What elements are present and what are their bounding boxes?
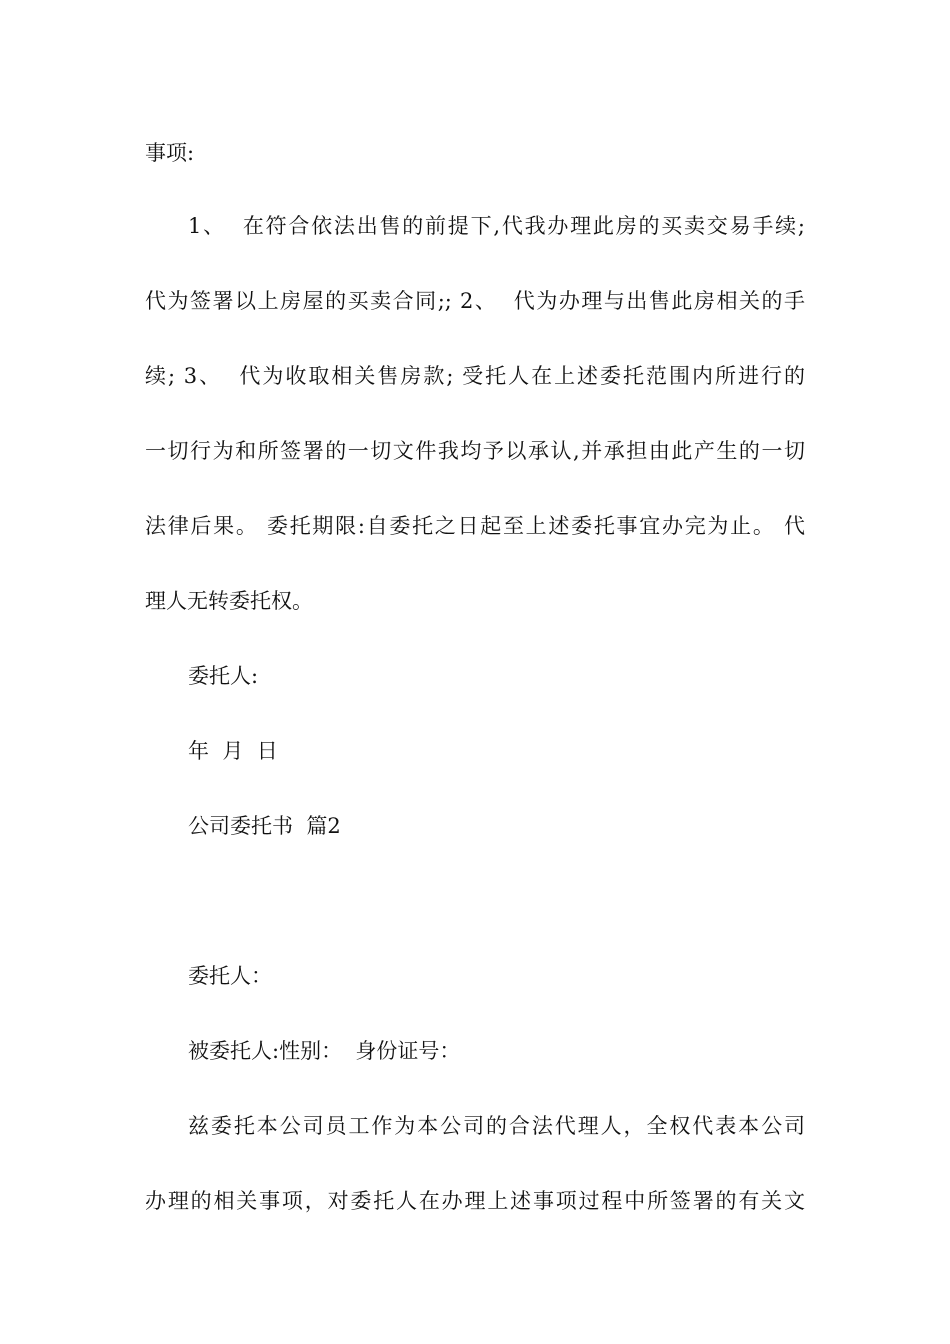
paragraph-line-3: 续; 3、 代为收取相关售房款; 受托人在上述委托范围内所进行的 — [145, 364, 805, 388]
paragraph-2-line-2: 办理的相关事项，对委托人在办理上述事项过程中所签署的有关文 — [145, 1189, 805, 1213]
paragraph-line-1: 1、 在符合依法出售的前提下,代我办理此房的买卖交易手续; — [188, 214, 805, 238]
paragraph-line-6: 理人无转委托权。 — [145, 589, 313, 613]
principal-label-2: 委托人： — [188, 964, 272, 988]
paragraph-line-2: 代为签署以上房屋的买卖合同;; 2、 代为办理与出售此房相关的手 — [145, 289, 805, 313]
principal-label: 委托人: — [188, 664, 259, 688]
section-heading-matters: 事项: — [145, 141, 195, 165]
agent-info-line: 被委托人:性别： 身份证号： — [188, 1039, 461, 1063]
date-line: 年 月 日 — [188, 739, 278, 763]
section-title-part-2: 公司委托书 篇2 — [188, 814, 341, 838]
paragraph-line-5: 法律后果。 委托期限:自委托之日起至上述委托事宜办完为止。 代 — [145, 514, 805, 538]
paragraph-line-4: 一切行为和所签署的一切文件我均予以承认,并承担由此产生的一切 — [145, 439, 805, 463]
paragraph-2-line-1: 兹委托本公司员工作为本公司的合法代理人，全权代表本公司 — [188, 1114, 805, 1138]
